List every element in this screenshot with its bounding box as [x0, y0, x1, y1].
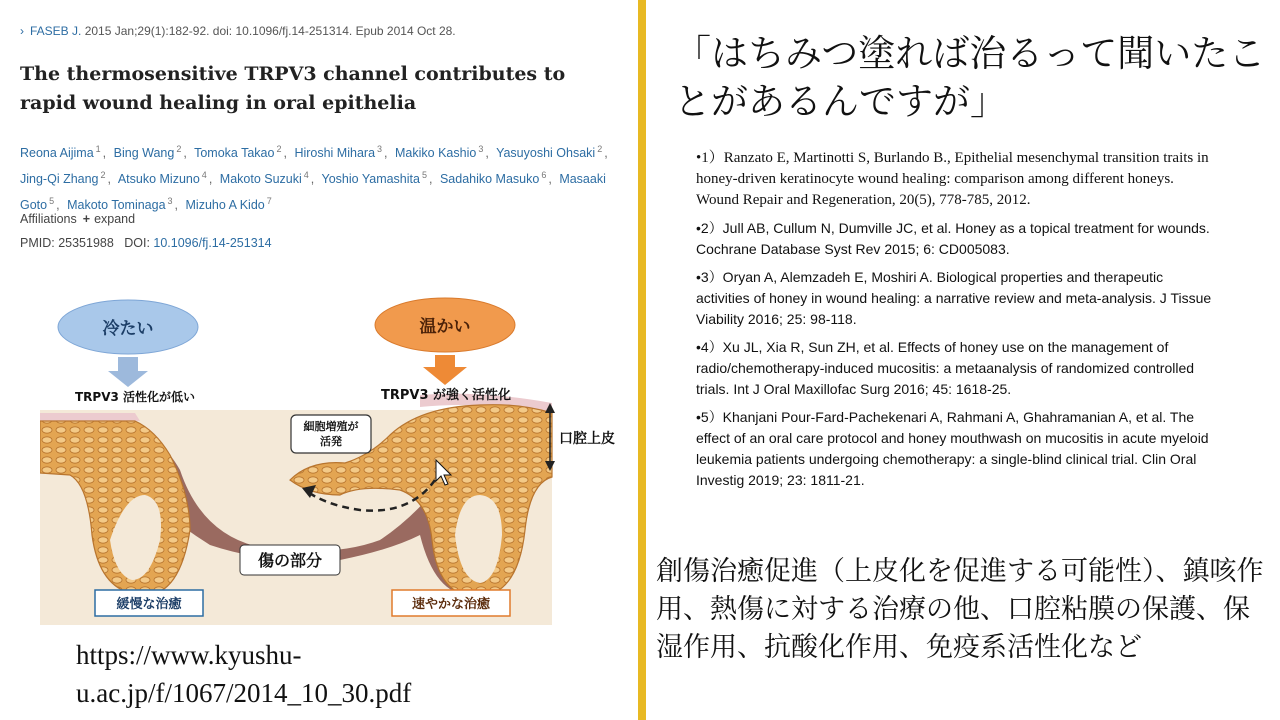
author-link[interactable]: Jing-Qi Zhang — [20, 172, 99, 187]
author-link[interactable]: Makiko Kashio — [395, 146, 477, 161]
author-link[interactable]: Yoshio Yamashita — [321, 172, 420, 187]
doi-label: DOI: — [124, 236, 154, 250]
author-separator: , — [183, 146, 187, 161]
divider-bar — [638, 0, 646, 720]
author-affiliation-number[interactable]: 3 — [377, 144, 383, 154]
author-affiliation-number[interactable]: 3 — [478, 144, 484, 154]
author-link[interactable]: Reona Aijima — [20, 146, 94, 161]
author-link[interactable]: Hiroshi Mihara — [294, 146, 376, 161]
chevron-right-icon[interactable]: › — [20, 24, 24, 38]
reference-list — [696, 148, 1216, 498]
identifiers-row — [20, 236, 272, 250]
author-affiliation-number[interactable]: 2 — [276, 144, 282, 154]
fast-healing-label: 速やかな治癒 — [411, 597, 491, 612]
author-separator: , — [208, 172, 213, 187]
citation-text: 2015 Jan;29(1):182-92. doi: 10.1096/fj.14-251314. Epub 2014 Oct 28. — [81, 24, 456, 38]
warm-caption: TRPV3 が強く活性化 — [381, 388, 512, 403]
effects-summary: 創傷治癒促進（上皮化を促進する可能性）、鎮咳作用、熱傷に対する治療の他、口腔粘膜の保護、保湿作用、抗酸化作用、免疫系活性化など — [656, 556, 1264, 663]
author-separator: , — [548, 172, 552, 187]
author-affiliation-number[interactable]: 5 — [49, 196, 55, 207]
source-url: https://www.kyushu-u.ac.jp/f/1067/2014_10_30.pdf — [76, 640, 412, 708]
author-affiliation-number[interactable]: 4 — [303, 170, 309, 181]
author-separator: , — [428, 172, 433, 187]
author-affiliation-number[interactable]: 6 — [541, 170, 547, 181]
top-pink-band — [40, 413, 140, 421]
cold-arrow — [108, 357, 148, 387]
author-link[interactable]: Makoto Suzuki — [219, 172, 302, 187]
author-link[interactable]: Sadahiko Masuko — [439, 172, 540, 187]
left-panel — [0, 0, 638, 720]
wound-label: 傷の部分 — [257, 551, 323, 570]
epithelium-label: 口腔上皮 — [559, 431, 615, 447]
author-separator: , — [56, 198, 60, 213]
author-affiliation-number[interactable]: 7 — [266, 196, 272, 207]
proliferation-line1: 細胞増殖が — [303, 420, 359, 433]
pmid-text: PMID: 25351988 — [20, 236, 114, 250]
author-affiliation-number[interactable]: 2 — [100, 170, 106, 181]
wound-healing-diagram — [40, 295, 630, 625]
warm-label: 温かい — [419, 317, 471, 337]
paper-title: The thermosensitive TRPV3 channel contributes to rapid wound healing in oral epithelia — [20, 63, 566, 114]
author-affiliation-number[interactable]: 2 — [597, 144, 603, 154]
author-separator: , — [485, 146, 489, 161]
author-link[interactable]: Bing Wang — [113, 146, 175, 161]
author-separator: , — [384, 146, 388, 161]
author-link[interactable]: Yasuyoshi Ohsaki — [496, 146, 596, 161]
cold-label: 冷たい — [102, 319, 154, 339]
author-affiliation-number[interactable]: 2 — [176, 144, 182, 154]
warm-arrow — [423, 355, 467, 385]
author-affiliation-number[interactable]: 3 — [167, 196, 173, 207]
affiliations-row — [20, 212, 135, 226]
doi-link[interactable]: 10.1096/fj.14-251314 — [153, 236, 272, 250]
slow-healing-label: 緩慢な治癒 — [116, 597, 182, 612]
reference-item-1: •1）Ranzato E, Martinotti S, Burlando B., Epithelial mesenchymal transition traits in honey-driven keratinocyte wound healing: comparison among different honeys. Wound Repair and Regeneration, 20(5), 778-785, 2012. — [696, 150, 1209, 208]
author-list — [20, 138, 620, 216]
author-separator: , — [174, 198, 179, 213]
affiliations-label: Affiliations — [20, 212, 77, 226]
author-link[interactable]: Atsuko Mizuno — [117, 172, 200, 187]
author-link[interactable]: Makoto Tominaga — [67, 198, 166, 213]
reference-item-2: •2）Jull AB, Cullum N, Dumville JC, et al. Honey as a topical treatment for wounds. Cochrane Database Syst Rev 2015; 6: CD005083. — [696, 220, 1210, 257]
cold-caption: TRPV3 活性化が低い — [75, 390, 196, 404]
expand-link[interactable]: expand — [94, 212, 136, 226]
proliferation-line2: 活発 — [320, 435, 342, 448]
plus-icon[interactable]: + — [82, 212, 91, 226]
author-separator: , — [102, 146, 107, 161]
journal-citation — [20, 24, 456, 38]
author-link[interactable]: Masaaki Goto — [20, 172, 606, 213]
author-separator: , — [310, 172, 315, 187]
reference-item-3: •3）Oryan A, Alemzadeh E, Moshiri A. Biological properties and therapeutic activities of honey in wound healing: a narrative review and meta-analysis. J Tissue Viability 2016; 25: 98-118. — [696, 269, 1212, 327]
author-separator: , — [604, 146, 608, 161]
author-affiliation-number[interactable]: 4 — [201, 170, 207, 181]
author-separator: , — [107, 172, 112, 187]
quote-heading: 「はちみつ塗れば治るって聞いたことがあるんですが」 — [674, 32, 1266, 123]
author-link[interactable]: Tomoka Takao — [194, 146, 275, 161]
right-panel — [646, 0, 1280, 720]
reference-item-5: •5）Khanjani Pour-Fard-Pachekenari A, Rahmani A, Ghahramanian A, et al. The effect of an oral care protocol and honey mouthwash on mucositis in acute myeloid leukemia patients undergoing chemotherapy: a single-blind clinical trial. Clin Oral Investig 2019; 23: 1811-21. — [696, 409, 1209, 488]
author-separator: , — [283, 146, 287, 161]
author-affiliation-number[interactable]: 1 — [95, 144, 101, 154]
author-link[interactable]: Mizuho A Kido — [185, 198, 265, 213]
journal-name-link[interactable]: FASEB J. — [30, 24, 82, 38]
reference-item-4: •4）Xu JL, Xia R, Sun ZH, et al. Effects of honey use on the management of radio/chemotherapy-induced mucositis: a metaanalysis of randomized controlled trials. Int J Oral Maxillofac Surg 2016; 45: 1618-25. — [696, 339, 1195, 397]
author-affiliation-number[interactable]: 5 — [421, 170, 427, 181]
